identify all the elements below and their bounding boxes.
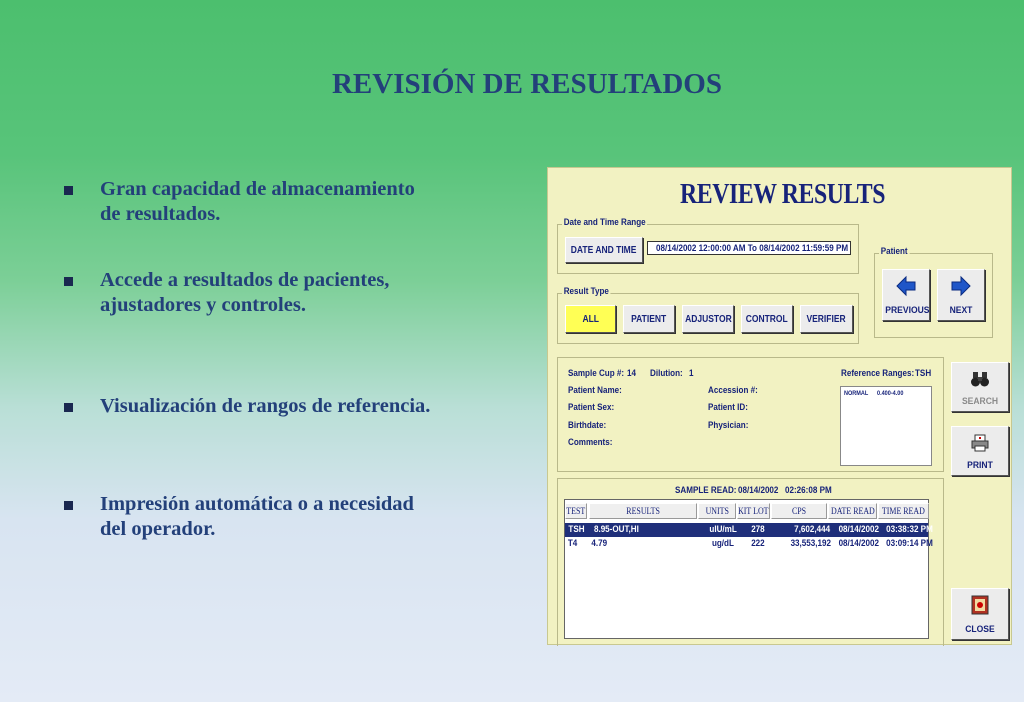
bullet-item	[64, 177, 504, 227]
dilution-value: 1	[689, 368, 694, 379]
bullet-square-icon	[64, 501, 73, 510]
birthdate-label: Birthdate:	[568, 420, 607, 431]
group-label: Date and Time Range	[563, 217, 646, 228]
print-button[interactable]: PRINT	[951, 426, 1009, 476]
bullet-square-icon	[64, 186, 73, 195]
cell-test: T4	[567, 538, 578, 549]
results-table	[564, 499, 933, 639]
physician-label: Physician:	[708, 420, 749, 431]
cell-kit-lot: 278	[751, 524, 765, 535]
cell-time-read: 03:09:14 PM	[886, 538, 933, 549]
patient-sex-label: Patient Sex:	[568, 402, 615, 413]
cell-date-read: 08/14/2002	[838, 524, 879, 535]
printer-icon	[952, 431, 1008, 455]
bullet-line: Gran capacidad de almacenamiento	[100, 178, 415, 200]
close-button[interactable]: CLOSE	[951, 588, 1009, 640]
reference-ranges-box	[840, 386, 932, 466]
bullet-line: ajustadores y controles.	[100, 294, 306, 316]
group-label: Patient	[880, 246, 908, 257]
table-row[interactable]	[565, 537, 933, 551]
column-header[interactable]: TIME READ	[878, 503, 929, 519]
filter-all-button[interactable]: ALL	[565, 305, 616, 333]
patient-name-label: Patient Name:	[568, 385, 622, 396]
filter-verifier-button[interactable]: VERIFIER	[800, 305, 853, 333]
column-header[interactable]: UNITS	[698, 503, 736, 519]
date-range-group	[557, 217, 859, 274]
column-header[interactable]: KIT LOT	[737, 503, 770, 519]
arrow-left-icon	[883, 274, 929, 298]
bullet-item	[64, 492, 504, 542]
ref-normal-range: 0.400-4.00	[877, 390, 904, 397]
filter-adjustor-button[interactable]: ADJUSTOR	[682, 305, 734, 333]
comments-label: Comments:	[568, 437, 613, 448]
window-title: REVIEW RESULTS	[680, 178, 886, 210]
slide-title: REVISIÓN DE RESULTADOS	[331, 68, 722, 100]
sample-cup-value: 14	[627, 368, 636, 379]
cell-cps: 7,602,444	[794, 524, 831, 535]
table-row[interactable]	[565, 523, 933, 537]
binoculars-icon	[952, 367, 1008, 391]
patient-nav-group	[874, 246, 993, 338]
filter-control-button[interactable]: CONTROL	[741, 305, 793, 333]
patient-id-label: Patient ID:	[708, 402, 748, 413]
close-door-icon	[952, 593, 1008, 617]
arrow-right-icon	[938, 274, 984, 298]
bullet-item	[64, 394, 504, 419]
next-button[interactable]: NEXT	[937, 269, 985, 321]
cell-units: ug/dL	[711, 538, 734, 549]
reference-ranges-label: Reference Ranges:	[841, 368, 915, 379]
column-header[interactable]: DATE READ	[828, 503, 877, 519]
cell-units: uIU/mL	[709, 524, 737, 535]
ref-normal-label: NORMAL	[844, 390, 869, 397]
bullet-line: Visualización de rangos de referencia.	[100, 395, 431, 417]
sample-read-time: 02:26:08 PM	[785, 485, 832, 496]
bullet-line: de resultados.	[100, 203, 221, 225]
bullet-line: Accede a resultados de pacientes,	[100, 269, 390, 291]
filter-patient-button[interactable]: PATIENT	[623, 305, 675, 333]
cell-test: TSH	[568, 524, 585, 535]
group-label: Result Type	[563, 286, 609, 297]
bullet-item	[64, 268, 504, 318]
search-button[interactable]: SEARCH	[951, 362, 1009, 412]
column-header[interactable]: TEST	[565, 503, 587, 519]
dilution-label: Dilution:	[650, 368, 683, 379]
cell-time-read: 03:38:32 PM	[886, 524, 933, 535]
bullet-line: del operador.	[100, 518, 216, 540]
cell-result: 4.79	[591, 538, 608, 549]
date-and-time-button[interactable]: DATE AND TIME	[565, 237, 643, 263]
column-header[interactable]: CPS	[771, 503, 827, 519]
accession-label: Accession #:	[708, 385, 758, 396]
sample-read-label: SAMPLE READ:	[675, 485, 737, 496]
cell-result: 8.95-OUT,HI	[593, 524, 639, 535]
cell-kit-lot: 222	[751, 538, 765, 549]
review-results-window	[547, 167, 1012, 645]
table-header	[565, 503, 928, 519]
bullet-square-icon	[64, 403, 73, 412]
sample-cup-label: Sample Cup #:	[568, 368, 625, 379]
bullet-square-icon	[64, 277, 73, 286]
cell-cps: 33,553,192	[790, 538, 831, 549]
bullet-line: Impresión automática o a necesidad	[100, 493, 414, 515]
column-header[interactable]: RESULTS	[589, 503, 697, 519]
reference-ranges-test: TSH	[915, 368, 932, 379]
cell-date-read: 08/14/2002	[838, 538, 879, 549]
previous-button[interactable]: PREVIOUS	[882, 269, 930, 321]
date-range-field: 08/14/2002 12:00:00 AM To 08/14/2002 11:59:59 PM	[647, 241, 851, 255]
result-type-group	[557, 286, 859, 344]
sample-read-date: 08/14/2002	[738, 485, 779, 496]
